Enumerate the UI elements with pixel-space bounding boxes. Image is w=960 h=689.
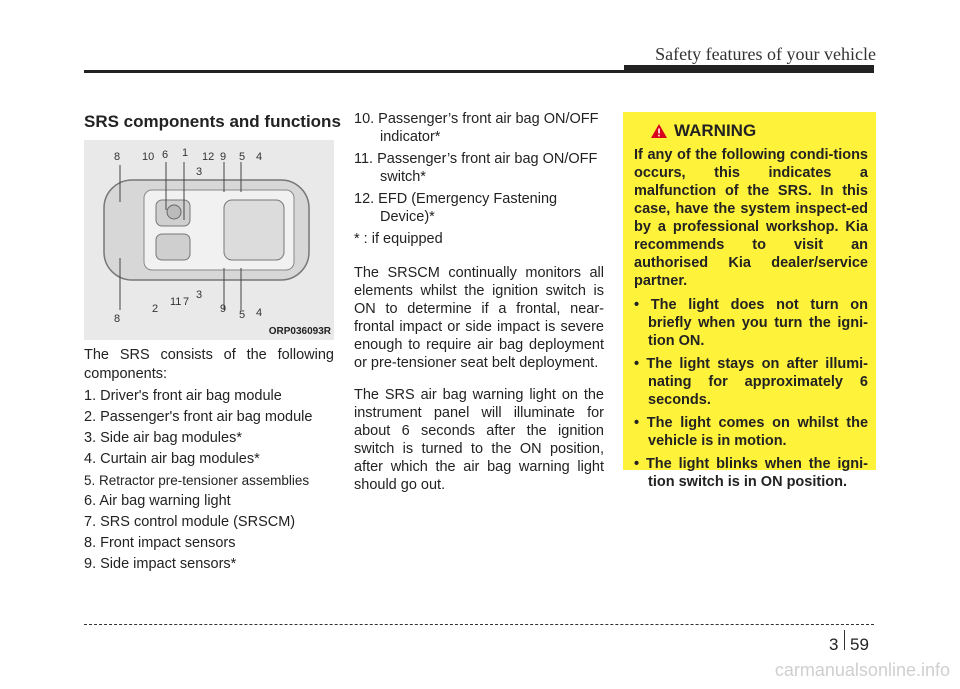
figure-label: 5 [239,309,246,321]
component-item: 9. Side impact sensors* [84,556,237,572]
warning-box [623,112,876,490]
functions-column [354,110,604,508]
warning-light-paragraph: The SRS air bag warning light on the instrument panel will illuminate for about 6 seconds after the ignition switch is turned to the ON position, after which the air bag warning light should go out. [354,387,604,493]
component-item: 7. SRS control module (SRSCM) [84,514,296,530]
component-item: 2. Passenger's front air bag module [84,409,313,425]
warning-body: If any of the following condi-tions occurs, this indicates a malfunction of the SRS. In this case, have the system inspect-ed by a professional workshop. Kia recommends to visit an authorised Kia dealer/service partner. [634,147,868,289]
component-item: 11. Passenger’s front air bag ON/OFF switch* [354,151,598,185]
components-column [84,346,334,576]
figure-label: 3 [196,166,203,178]
warning-bullet: • The light blinks when the igni-tion switch is in ON position. [634,456,868,490]
watermark: carmanualsonline.info [774,660,950,680]
warning-bullet: • The light comes on whilst the vehicle is in motion. [634,415,869,449]
warning-triangle-icon [650,123,668,139]
figure-label: 6 [162,149,169,161]
page-number: 59 [850,635,869,654]
figure-label: 5 [239,151,246,163]
srs-components-figure [84,140,334,340]
figure-label: 12 [202,151,215,163]
steering-wheel [167,205,181,219]
header-title: Safety features of your vehicle [655,44,876,64]
component-item: 12. EFD (Emergency Fastening Device)* [354,191,558,225]
component-item: 6. Air bag warning light [84,493,231,509]
figure-label: 9 [220,303,227,315]
components-intro: The SRS consists of the following components: [84,347,334,382]
figure-label: 8 [114,313,121,325]
component-item: 10. Passenger’s front air bag ON/OFF indicator* [354,111,599,145]
figure-label: 11 [170,296,182,308]
header-rule-accent [624,65,874,73]
footer-rule [84,624,874,625]
component-item: 1. Driver's front air bag module [84,388,282,404]
figure-label: 4 [256,307,263,319]
page-number-divider [844,630,845,650]
component-item: 4. Curtain air bag modules* [84,451,260,467]
figure-label: 7 [183,296,190,308]
component-item: 3. Side air bag modules* [84,430,242,446]
figure-label: 2 [152,303,159,315]
front-seat-right [156,234,190,260]
srscm-paragraph: The SRSCM continually monitors all elements whilst the ignition switch is ON to determine if a frontal, near-frontal impact or side impact is severe enough to require air bag deployment or pre-tensioner seat belt deployment. [354,265,604,371]
figure-label: 4 [256,151,263,163]
section-heading: SRS components and functions [84,112,341,131]
warning-title: WARNING [674,121,757,140]
figure-label: 1 [182,147,189,159]
figure-label: 8 [114,151,121,163]
figure-label: 3 [196,289,203,301]
component-item: 5. Retractor pre-tensioner assemblies [84,473,310,488]
warning-bullet: • The light does not turn on briefly when you turn the igni-tion ON. [634,297,869,349]
rear-seat [224,200,284,260]
chapter-number: 3 [829,635,839,654]
footnote: * : if equipped [354,231,443,247]
component-item: 8. Front impact sensors [84,535,236,551]
warning-header [650,122,868,140]
figure-label: 10 [142,151,155,163]
figure-code: ORP036093R [268,326,331,337]
figure-label: 9 [220,151,227,163]
warning-bullet: • The light stays on after illumi-nating for approximately 6 seconds. [634,356,868,408]
car-top-view-illustration [84,140,334,340]
